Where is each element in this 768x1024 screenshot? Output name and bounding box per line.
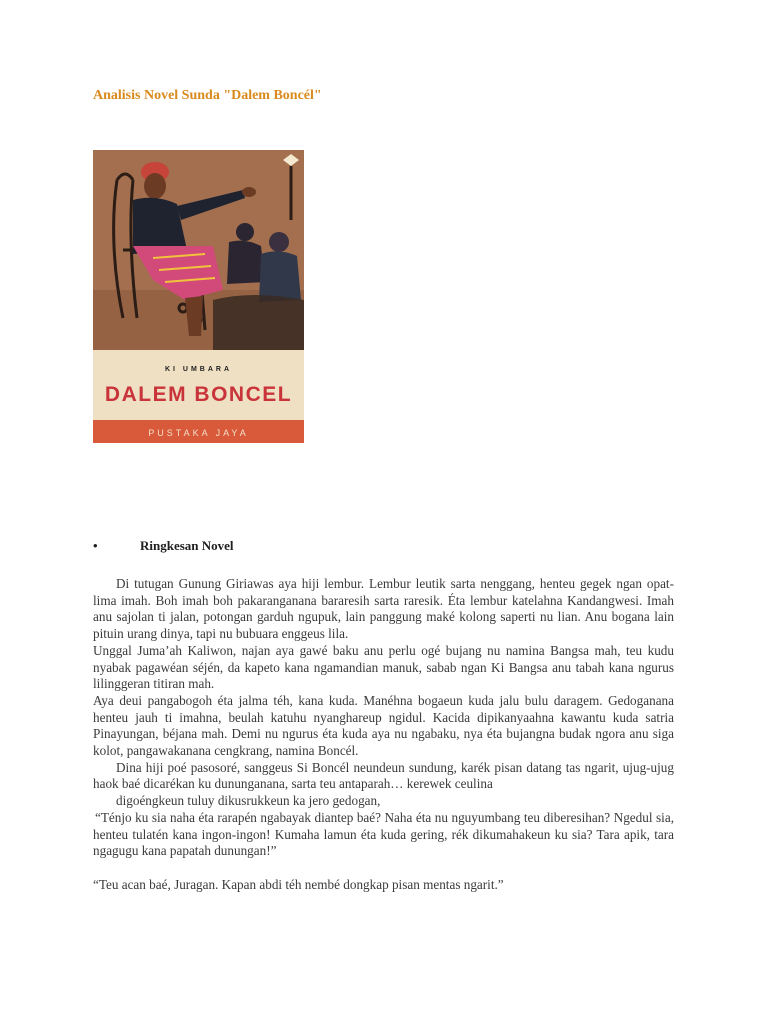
summary-body — [93, 576, 674, 893]
bullet-icon: • — [93, 538, 98, 553]
cover-title: DALEM BONCEL — [104, 383, 293, 406]
section-heading-label: Ringkesan Novel — [140, 538, 234, 553]
book-cover-image — [93, 150, 304, 443]
paragraph: Dina hiji poé pasosoré, sanggeus Si Boncél neundeun sundung, karék pisan datang tas ngarit, ujug-ujug haok baé dicarékan ku dununganana, sarta teu antaparah… kerewek ceulina — [93, 759, 674, 792]
paragraph: Unggal Juma’ah Kaliwon, najan aya gawé baku anu perlu ogé bujang nu namina Bangsa mah, teu kudu nyabak pagawéan séjén, da kapeto kana ngamandian manuk, sabab ngan Ki Bangsa anu tabah kana ngurus lilinggeran titiran mah. — [93, 642, 674, 692]
document-title: Analisis Novel Sunda "Dalem Boncél" — [93, 88, 322, 103]
dialogue-paragraph: “Teu acan baé, Juragan. Kapan abdi téh nembé dongkap pisan mentas ngarit.” — [93, 876, 504, 892]
paragraph: Aya deui pangabogoh éta jalma téh, kana kuda. Manéhna bogaeun kuda jalu bulu daragem. Gedoganana henteu jauh ti imahna, beulah katuhu nyanghareup ngidul. Kacida dipikanyaahna kawantu kuda satria Pinayungan, béjana mah. Demi nu ngurus éta kuda aya nu ngabaku, nya éta bujangna budak ngora anu siga kolot, pangawakanana cengkrang, namina Boncél. — [93, 692, 674, 759]
cover-author: KI UMBARA — [164, 366, 233, 373]
cover-publisher: PUSTAKA JAYA — [148, 428, 249, 438]
paragraph: Di tutugan Gunung Giriawas aya hiji lembur. Lembur leutik sarta nenggang, henteu gegek ngan opat-lima imah. Boh imah boh pakaranganana bararesih sarta raresik. Éta lembur katelahna Kandangwesi. Imah anu sajolan ti jalan, potongan garduh ngupuk, lain panggung maké kolong saperti nu lian. Anu bogana lain pituin urang dinya, tapi nu bubuara enggeus lila. — [93, 576, 674, 642]
paragraph: digoéngkeun tuluy dikusrukkeun ka jero gedogan, — [116, 793, 381, 809]
dialogue-paragraph: “Ténjo ku sia naha éta rarapén ngabayak diantep baé? Naha éta nu nguyumbang teu diberesihan? Ngedul sia, henteu tulatén kana ingon-ingon! Kumaha lamun éta kuda gering, rék dikumahakeun ku sia? Tara apik, tara ngagugu kana papatah dunungan!” — [93, 809, 674, 859]
